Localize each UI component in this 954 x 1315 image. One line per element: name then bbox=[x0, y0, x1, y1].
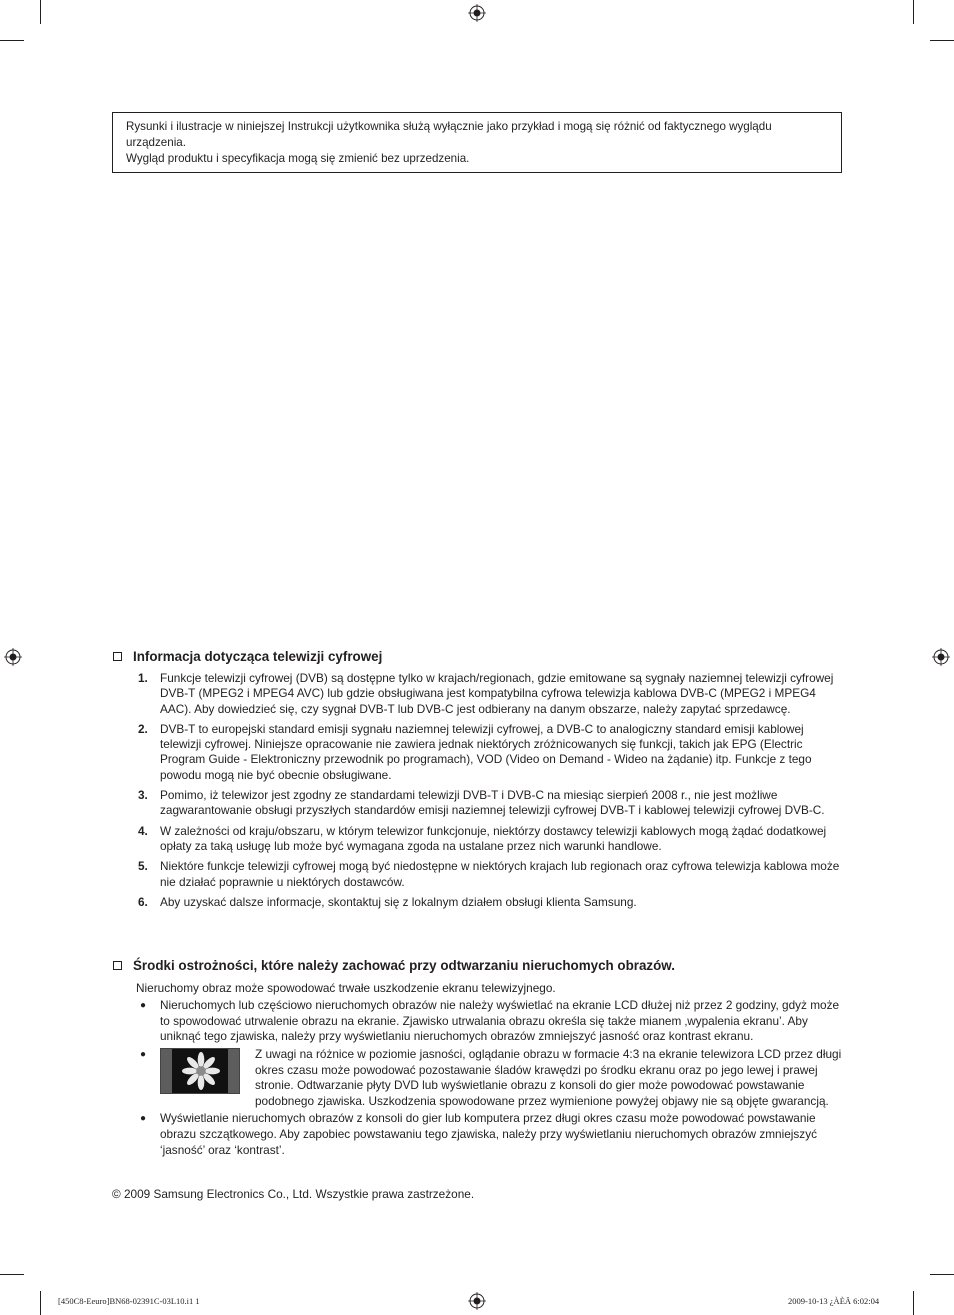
bullet-list bbox=[112, 998, 842, 1158]
bullet-icon: ● bbox=[140, 1000, 147, 1012]
item-number: 6. bbox=[138, 894, 148, 909]
item-text: Wyświetlanie nieruchomych obrazów z konsoli do gier lub komputera przez długi okres czasu może powodować powstawanie obrazu szczątkowego. Aby zapobiec powstawaniu tego zjawiska, należy przy wyświetlaniu nieruchomych obrazów zmniejszyć ‘jasność’ oraz ‘kontrast’. bbox=[160, 1111, 818, 1157]
bullet-icon: ● bbox=[140, 1113, 147, 1125]
item-text: Pomimo, iż telewizor jest zgodny ze standardami telewizji DVB-T i DVB-C na miesiąc sierpień 2008 r., nie jest możliwe zagwarantowanie obsługi przyszłych standardów emisji naziemnej telewizji cyfrowej DVB-T i kablowej telewizji cyfrowej DVB-C. bbox=[160, 788, 825, 818]
list-item bbox=[112, 824, 842, 855]
item-text: Niektóre funkcje telewizji cyfrowej mogą być niedostępne w niektórych krajach lub regionach oraz cyfrowa telewizja kablowa może nie działać poprawnie u niektórych dostawców. bbox=[160, 859, 840, 889]
section-title: Informacja dotycząca telewizji cyfrowej bbox=[133, 649, 383, 664]
crop-mark bbox=[0, 40, 24, 41]
checkbox-square-icon bbox=[113, 652, 122, 661]
item-number: 1. bbox=[138, 671, 148, 685]
list-item bbox=[112, 1111, 842, 1158]
disclaimer-box bbox=[112, 112, 842, 173]
crop-mark bbox=[40, 1291, 41, 1315]
item-number: 5. bbox=[138, 859, 148, 874]
section-heading bbox=[112, 957, 842, 974]
crop-mark bbox=[913, 0, 914, 24]
list-item bbox=[112, 895, 842, 910]
digital-tv-section bbox=[112, 648, 842, 915]
thumbnail-row bbox=[160, 1047, 842, 1109]
disclaimer-line: Rysunki i ilustracje w niniejszej Instrukcji użytkownika służą wyłącznie jako przykład i mogą się różnić od faktycznego wyglądu urządzenia. bbox=[126, 120, 772, 149]
crop-mark bbox=[930, 1274, 954, 1275]
item-text: DVB-T to europejski standard emisji sygnału naziemnej telewizji cyfrowej, a DVB-C to analogiczny standard emisji kablowej telewizji cyfrowej. Niniejsze opracowanie nie zawiera jednak niektórych zróżnicowanych się funkcji, takich jak EPG (Electric Program Guide - Elektroniczny przewodnik po programach), VOD (Video on Demand - Wideo na żądanie) itp. Funkcje z tego powodu mogą nie być obecnie obsługiwane. bbox=[160, 721, 812, 782]
list-item bbox=[112, 722, 842, 783]
list-item bbox=[112, 1047, 842, 1109]
disclaimer-line: Wygląd produktu i specyfikacja mogą się zmienić bez uprzedzenia. bbox=[126, 152, 470, 165]
copyright-notice: © 2009 Samsung Electronics Co., Ltd. Wszystkie prawa zastrzeżone. bbox=[112, 1187, 475, 1201]
registration-mark-icon bbox=[4, 648, 22, 666]
crop-mark bbox=[930, 40, 954, 41]
item-number: 4. bbox=[138, 823, 148, 838]
screen-burn-thumbnail bbox=[160, 1048, 240, 1094]
section-intro: Nieruchomy obraz może spowodować trwałe uszkodzenie ekranu telewizyjnego. bbox=[136, 981, 556, 995]
registration-mark-icon bbox=[932, 648, 950, 666]
item-text: W zależności od kraju/obszaru, w którym telewizor funkcjonuje, niektórzy dostawcy telewizji kablowych mogą żądać dodatkowej opłaty za taką usługę lub może być wymagana zgoda na ustalane przez nich warunki handlowe. bbox=[160, 823, 827, 853]
print-slug-right: 2009-10-13 ¿ÀÈÄ 6:02:04 bbox=[788, 1296, 880, 1306]
item-number: 2. bbox=[138, 721, 148, 736]
item-text: Aby uzyskać dalsze informacje, skontaktuj się z lokalnym działem obsługi klienta Samsung. bbox=[160, 894, 637, 909]
list-item bbox=[112, 998, 842, 1045]
list-item bbox=[112, 859, 842, 890]
side-bar bbox=[161, 1049, 172, 1093]
section-heading bbox=[112, 648, 842, 665]
crop-mark bbox=[0, 1274, 24, 1275]
item-number: 3. bbox=[138, 788, 148, 803]
crop-mark bbox=[913, 1291, 914, 1315]
list-item bbox=[112, 671, 842, 717]
daisy-image-icon bbox=[182, 1052, 220, 1090]
item-text: Nieruchomych lub częściowo nieruchomych obrazów nie należy wyświetlać na ekranie LCD dłużej niż przez 2 godziny, gdyż może to spowodować utrwalenie obrazu na ekranie. Zjawisko utrwalania obrazu określa się także mianem ‚wypalenia ekranu’. Aby uniknąć tego zjawiska, należy przy wyświetlaniu nieruchomych obrazów zmniejszyć jasność oraz kontrast ekranu. bbox=[160, 998, 840, 1044]
print-slug-left: [450C8-Eeuro]BN68-02391C-03L10.i1 1 bbox=[58, 1296, 200, 1306]
registration-mark-icon bbox=[468, 4, 486, 22]
list-item bbox=[112, 788, 842, 819]
side-bar bbox=[228, 1049, 239, 1093]
still-image-section bbox=[112, 957, 842, 1160]
checkbox-square-icon bbox=[113, 961, 122, 970]
bullet-icon: ● bbox=[140, 1049, 147, 1061]
registration-mark-icon bbox=[468, 1292, 486, 1310]
section-title: Środki ostrożności, które należy zachować przy odtwarzaniu nieruchomych obrazów. bbox=[133, 958, 675, 973]
item-text: Z uwagi na różnice w poziomie jasności, oglądanie obrazu w formacie 4:3 na ekranie telewizora LCD przez długi okres czasu może powodować pozostawanie śladów krawędzi po środku ekranu oraz po jego lewej i prawej stronie. Odtwarzanie płyty DVD lub wyświetlanie obrazu z konsoli do gier może powodować powstawanie podobnego zjawiska. Uszkodzenia spowodowane przez wymienione powyżej objawy nie są objęte gwarancją. bbox=[255, 1047, 842, 1108]
item-text: Funkcje telewizji cyfrowej (DVB) są dostępne tylko w krajach/regionach, gdzie emitowane są sygnały naziemnej telewizji cyfrowej DVB-T (MPEG2 i MPEG4 AVC) lub gdzie obsługiwana jest kompatybilna cyfrowa telewizja kablowa DVB-C (MPEG2 i MPEG4 AAC). Aby dowiedzieć się, czy sygnał DVB-T lub DVB-C jest odbierany na danym obszarze, należy zapytać sprzedawcę. bbox=[160, 671, 834, 716]
numbered-list bbox=[112, 671, 842, 910]
crop-mark bbox=[40, 0, 41, 24]
